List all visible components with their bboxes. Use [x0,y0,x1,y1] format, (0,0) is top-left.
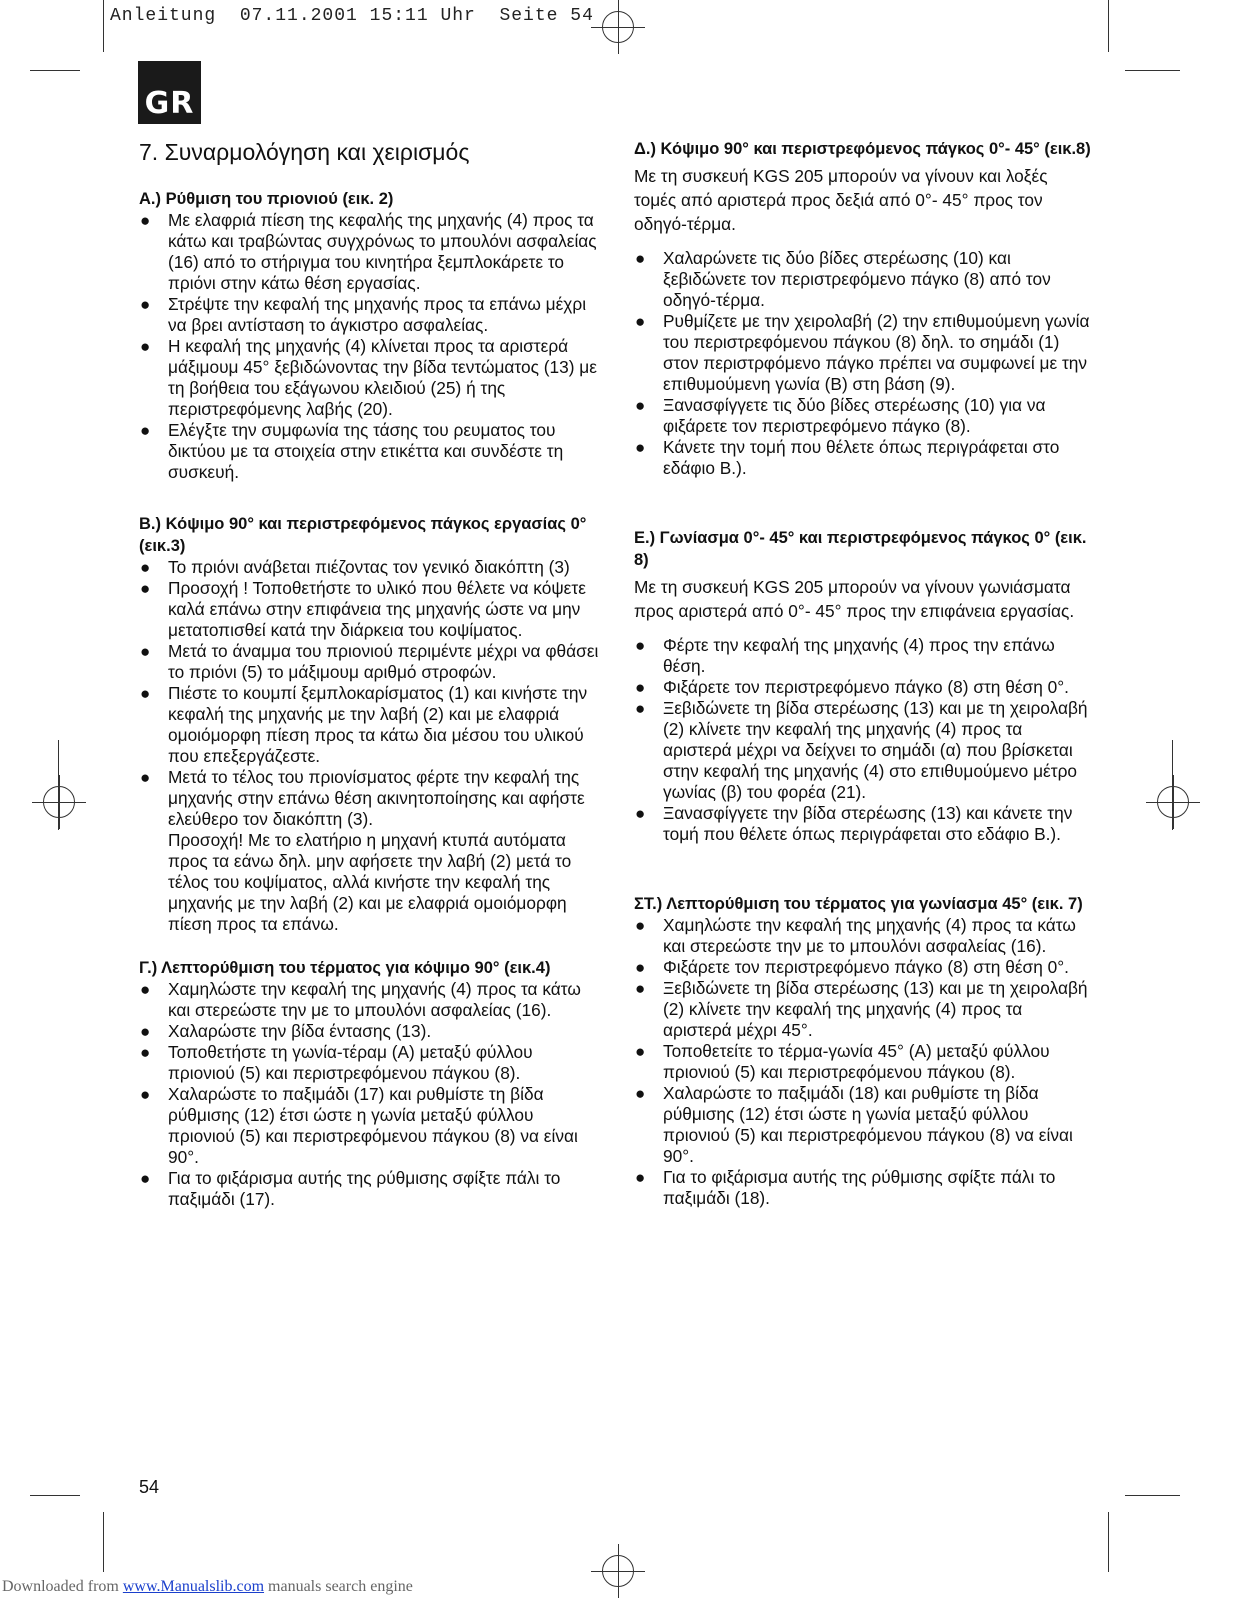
bullet-icon: ● [140,1022,151,1041]
bullet-list [634,635,1094,845]
list-item: ● Κάνετε την τομή που θέλετε όπως περιγράφεται στο εδάφιο Β.). [635,437,1060,478]
bullet-icon: ● [635,312,646,331]
crop-mark [103,0,104,52]
section-title: Δ.) Κόψιμο 90° και περιστρεφόμενος πάγκος 0°- 45° (εικ.8) [634,140,1091,158]
list-item: ● Χαλαρώστε το παξιμάδι (18) και ρυθμίστε τη βίδα ρύθμισης (12) έτσι ώστε η γωνία μεταξύ φύλλου πριονιού (5) και περιστρεφόμενου πάγκου (8) να είναι 90°. [635,1083,1073,1166]
list-item: ● Στρέψτε την κεφαλή της μηχανής προς τα επάνω μέχρι να βρει αντίσταση το άγκιστρο ασφαλείας. [140,294,587,335]
section-title: ΣΤ.) Λεπτορύθμιση του τέρματος για γωνίασμα 45° (εικ. 7) [634,895,1083,913]
section-intro: Με τη συσκευή KGS 205 μπορούν να γίνουν γωνιάσματα προς αριστερά από 0°- 45° προς την επιφάνεια εργασίας. [634,577,1075,621]
bullet-icon: ● [140,980,151,999]
bullet-icon: ● [635,958,646,977]
bullet-list [634,248,1094,479]
bullet-icon: ● [140,558,151,577]
bullet-list [634,915,1094,1209]
list-item: ● Μετά το άναμμα του πριονιού περιμέντε μέχρι να φθάσει το πριόνι (5) το μάξιμουμ αριθμό στροφών. [140,641,599,682]
list-item: ● Φιξάρετε τον περιστρεφόμενο πάγκο (8) στη θέση 0°. [635,677,1069,697]
section-a [139,188,599,483]
bullet-list [139,557,599,935]
bullet-icon: ● [140,1043,151,1062]
crop-mark [30,70,80,71]
list-item: ● Ρυθμίζετε με την χειρολαβή (2) την επιθυμούμενη γωνία του περιστρεφόμενου πάγκου (8) δηλ. το σημάδι (1) στον περιστρφόμενο πάγκο πρέπει να συμφωνεί με την επιθυμούμενη γωνία (Β) στη βάση (9). [635,311,1090,394]
bullet-icon: ● [635,678,646,697]
bullet-icon: ● [635,1168,646,1187]
crop-mark [1108,0,1109,52]
bullet-icon: ● [635,699,646,718]
crop-mark [30,1495,80,1496]
bullet-icon: ● [140,642,151,661]
registration-mark [602,1555,634,1587]
print-header: Anleitung 07.11.2001 15:11 Uhr Seite 54 [110,6,594,26]
list-item: ● Η κεφαλή της μηχανής (4) κλίνεται προς τα αριστερά μάξιμουμ 45° ξεβιδώνοντας την βίδα τεντώματος (13) με τη βοήθεια του εξάγωνου κλειδιού (25) ή της περιστρεφόμενης λαβής (20). [140,336,597,419]
list-item: ● Για το φιξάρισμα αυτής της ρύθμισης σφίξτε πάλι το παξιμάδι (18). [635,1167,1056,1208]
bullet-icon: ● [140,1169,151,1188]
list-item: ● Προσοχή ! Τοποθετήστε το υλικό που θέλετε να κόψετε καλά επάνω στην επιφάνεια της μηχανής ώστε να μην μετατοπισθεί κατά την διάρκεια του κοψίματος. [140,578,586,640]
section-title: Ε.) Γωνίασμα 0°- 45° και περιστρεφόμενος πάγκος 0° (εικ. 8) [634,529,1087,569]
list-item: ● Χαμηλώστε την κεφαλή της μηχανής (4) προς τα κάτω και στερεώστε την με το μπουλόνι ασφαλείας (16). [140,979,581,1020]
page-title: 7. Συναρμολόγηση και χειρισμός [139,139,470,165]
list-item: ● Ξανασφίγγετε την βίδα στερέωσης (13) και κάνετε την τομή που θέλετε όπως περιγράφεται στο εδάφιο Β.). [635,803,1073,844]
crop-mark [1125,70,1180,71]
list-item: ● Χαλαρώνετε τις δύο βίδες στερέωσης (10) και ξεβιδώνετε τον περιστρεφόμενο πάγκο (8) από τον οδηγό-τέρμα. [635,248,1051,310]
bullet-list [139,210,599,483]
section-b [139,513,599,935]
bullet-icon: ● [635,249,646,268]
list-item: ● Για το φιξάρισμα αυτής της ρύθμισης σφίξτε πάλι το παξιμάδι (17). [140,1168,561,1209]
list-item: ● Χαλαρώστε το παξιμάδι (17) και ρυθμίστε τη βίδα ρύθμισης (12) έτσι ώστε η γωνία μεταξύ φύλλου πριονιού (5) και περιστρεφόμενου πάγκου (8) να είναι 90°. [140,1084,578,1167]
list-item: ● Φιξάρετε τον περιστρεφόμενο πάγκο (8) στη θέση 0°. [635,957,1069,977]
section-c [139,957,599,1210]
bullet-icon: ● [635,1084,646,1103]
list-item: ● Τοποθετήστε τη γωνία-τέραμ (Α) μεταξύ φύλλου πριονιού (5) και περιστρεφόμενου πάγκου (8). [140,1042,533,1083]
manualslib-link[interactable]: www.Manualslib.com [122,1578,265,1595]
section-e [634,527,1094,845]
bullet-icon: ● [140,337,151,356]
bullet-icon: ● [140,421,151,440]
bullet-icon: ● [140,768,151,787]
list-item: ● Με ελαφριά πίεση της κεφαλής της μηχανής (4) προς τα κάτω και τραβώντας συγχρόνως το μπουλόνι ασφαλείας (16) από το στήριγμα του κινητήρα ξεμπλοκάρετε το πριόνι στην κάτω θέση εργασίας. [140,210,597,293]
list-item: ● Χαλαρώστε την βίδα έντασης (13). [140,1021,432,1041]
right-column [634,138,1094,1209]
bullet-icon: ● [635,396,646,415]
language-badge: GR [138,61,201,124]
bullet-icon: ● [635,916,646,935]
download-footer: Downloaded from www.Manualslib.com manuals search engine [2,1578,413,1595]
bullet-icon: ● [140,295,151,314]
bullet-icon: ● [140,211,151,230]
crop-mark [103,1512,104,1572]
list-item: ● Χαμηλώστε την κεφαλή της μηχανής (4) προς τα κάτω και στερεώστε την με το μπουλόνι ασφαλείας (16). [635,915,1076,956]
crop-mark [1125,1495,1180,1496]
section-f [634,893,1094,1209]
list-item: ● Τοποθετείτε το τέρμα-γωνία 45° (Α) μεταξύ φύλλου πριονιού (5) και περιστρεφόμενου πάγκου (8). [635,1041,1050,1082]
bullet-icon: ● [635,636,646,655]
bullet-list [139,979,599,1210]
crop-mark [1108,1512,1109,1572]
bullet-icon: ● [140,684,151,703]
section-intro: Με τη συσκευή KGS 205 μπορούν να γίνουν και λοξές τομές από αριστερά προς δεξιά από 0°- 45° προς τον οδηγό-τέρμα. [634,166,1048,234]
section-title: Γ.) Λεπτορύθμιση του τέρματος για κόψιμο 90° (εικ.4) [139,959,551,977]
registration-mark [602,11,634,43]
bullet-icon: ● [635,438,646,457]
bullet-icon: ● [635,1042,646,1061]
bullet-icon: ● [140,1085,151,1104]
list-item: ● Ελέγξτε την συμφωνία της τάσης του ρευματος του δικτύου με τα στοιχεία στην ετικέττα και συνδέστε τη συσκευή. [140,420,564,482]
list-item: ● Φέρτε την κεφαλή της μηχανής (4) προς την επάνω θέση. [635,635,1055,676]
list-item: ● Ξανασφίγγετε τις δύο βίδες στερέωσης (10) για να φιξάρετε τον περιστρεφόμενο πάγκο (8). [635,395,1046,436]
bullet-icon: ● [635,979,646,998]
list-item: ● Μετά το τέλος του πριονίσματος φέρτε την κεφαλή της μηχανής στην επάνω θέση ακινητοποίησης και αφήστε ελεύθερο τον διακόπτη (3). Προσοχή! Με το ελατήριο η μηχανή κτυπά αυτόματα προς τα εάνω δηλ. μην αφήσετε την λαβή (2) μετά το τέλος του κοψίματος, αλλά κινήστε την κεφαλή της μηχανής με την λαβή (2) και με ελαφριά ομοιόμορφη πίεση προς τα επάνω. [140,767,585,934]
page-number: 54 [139,1477,160,1497]
section-d [634,138,1094,479]
section-title: Α.) Ρύθμιση του πριονιού (εικ. 2) [139,190,394,208]
list-item: ● Πιέστε το κουμπί ξεμπλοκαρίσματος (1) και κινήστε την κεφαλή της μηχανής με την λαβή (2) και με ελαφριά ομοιόμορφη πίεση προς τα κάτω δια μέσου του υλικού που επεξεργάζεστε. [140,683,588,766]
left-column [139,138,599,1210]
section-title: Β.) Κόψιμο 90° και περιστρεφόμενος πάγκος εργασίας 0° (εικ.3) [139,515,587,555]
bullet-icon: ● [635,804,646,823]
list-item: ● Ξεβιδώνετε τη βίδα στερέωσης (13) και με τη χειρολαβή (2) κλίνετε την κεφαλή της μηχανής (4) προς τα αριστερά μέχρι 45°. [635,978,1088,1040]
bullet-icon: ● [140,579,151,598]
list-item: ● Ξεβιδώνετε τη βίδα στερέωσης (13) και με τη χειρολαβή (2) κλίνετε την κεφαλή της μηχανής (4) προς τα αριστερά μέχρι να δείχνει το σημάδι (α) που βρίσκεται στην κεφαλή της μηχανής (4) στο επιθυμούμενο μέτρο γωνίας (β) του φορέα (21). [635,698,1088,802]
registration-mark [1157,786,1189,818]
registration-mark [43,786,75,818]
list-item: ● Το πριόνι ανάβεται πιέζοντας τον γενικό διακόπτη (3) [140,557,570,577]
